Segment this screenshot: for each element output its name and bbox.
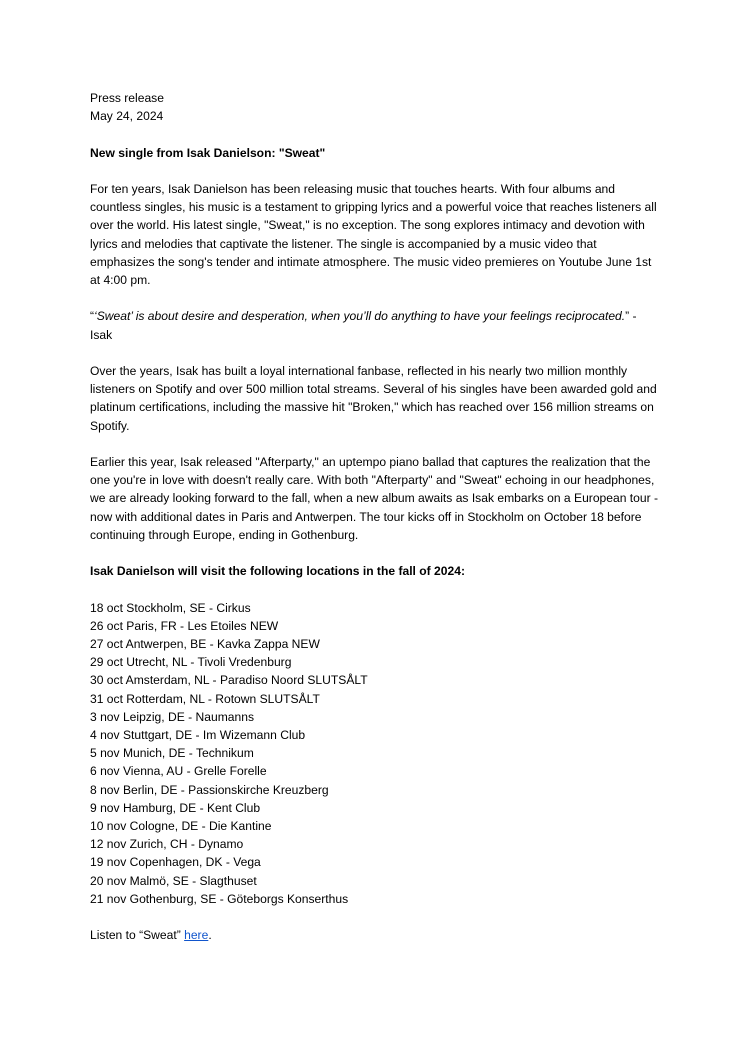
tour-date: 31 oct Rotterdam, NL - Rotown SLUTSÅLT [90, 691, 320, 706]
tour-date: 30 oct Amsterdam, NL - Paradiso Noord SLUTSÅLT [90, 673, 368, 688]
tour-date: 10 nov Cologne, DE - Die Kantine [90, 819, 272, 834]
tour-date: 18 oct Stockholm, SE - Cirkus [90, 600, 251, 615]
tour-date: 29 oct Utrecht, NL - Tivoli Vredenburg [90, 655, 292, 670]
listen-here-link[interactable]: here [184, 928, 209, 943]
tour-date: 21 nov Gothenburg, SE - Göteborgs Konserthus [90, 891, 349, 906]
tour-date: 4 nov Stuttgart, DE - Im Wizemann Club [90, 728, 306, 742]
quote-paragraph [90, 307, 662, 343]
release-date: May 24, 2024 [90, 109, 164, 124]
tour-dates-list [90, 599, 662, 908]
tour-date: 9 nov Hamburg, DE - Kent Club [90, 800, 261, 815]
listen-prefix: Listen to “Sweat” [90, 928, 185, 943]
intro-paragraph: For ten years, Isak Danielson has been releasing music that touches hearts. With four albums and countless singles, his music is a testament to gripping lyrics and a powerful voice that reaches listeners all over the world. His latest single, "Sweat," is no exception. The song explores intimacy and devotion with lyrics and melodies that captivate the listener. The single is accompanied by a music video that emphasizes the song's tender and intimate atmosphere. The music video premieres on Youtube June 1st at 4:00 pm. [90, 181, 657, 287]
tour-date: 5 nov Munich, DE - Technikum [90, 746, 254, 761]
listen-suffix: . [208, 928, 212, 943]
spacer [90, 289, 662, 307]
spacer [90, 544, 662, 562]
press-release-body [90, 89, 662, 944]
spacer [90, 908, 662, 926]
headline: New single from Isak Danielson: "Sweat" [90, 145, 326, 160]
fanbase-paragraph: Over the years, Isak has built a loyal international fanbase, reflected in his nearly two million monthly listeners on Spotify and over 500 million total streams. Several of his singles have been awarded gold and platinum certifications, including the massive hit "Broken," which has reached over 156 million streams on Spotify. [90, 363, 657, 433]
doc-type-label: Press release [90, 91, 164, 105]
spacer [90, 344, 662, 362]
tour-date: 6 nov Vienna, AU - Grelle Forelle [90, 764, 267, 779]
tour-date: 19 nov Copenhagen, DK - Vega [90, 855, 261, 870]
tour-date: 8 nov Berlin, DE - Passionskirche Kreuzberg [90, 782, 329, 797]
spacer [90, 162, 662, 180]
tour-date: 12 nov Zurich, CH - Dynamo [90, 837, 244, 852]
afterparty-paragraph: Earlier this year, Isak released "Afterparty," an uptempo piano ballad that captures the realization that the one you're in love with doesn't really care. With both "Afterparty" and "Sweat" echoing in our headphones, we are already looking forward to the fall, when a new album awaits as Isak embarks on a European tour - now with additional dates in Paris and Antwerpen. The tour kicks off in Stockholm on October 18 before continuing through Europe, ending in Gothenburg. [90, 454, 659, 542]
tour-date: 20 nov Malmö, SE - Slagthuset [90, 873, 257, 888]
listen-line [90, 926, 662, 944]
quote-open-mark: “ [90, 309, 95, 324]
tour-heading: Isak Danielson will visit the following locations in the fall of 2024: [90, 564, 465, 579]
spacer [90, 435, 662, 453]
tour-date: 26 oct Paris, FR - Les Etoiles NEW [90, 618, 279, 633]
spacer [90, 125, 662, 143]
tour-date: 3 nov Leipzig, DE - Naumanns [90, 709, 255, 724]
quote-text: ‘Sweat’ is about desire and desperation, when you’ll do anything to have your feelings reciprocated. [94, 309, 626, 324]
quote-attribution: ” - Isak [90, 309, 637, 342]
tour-date: 27 oct Antwerpen, BE - Kavka Zappa NEW [90, 636, 320, 651]
spacer [90, 580, 662, 598]
